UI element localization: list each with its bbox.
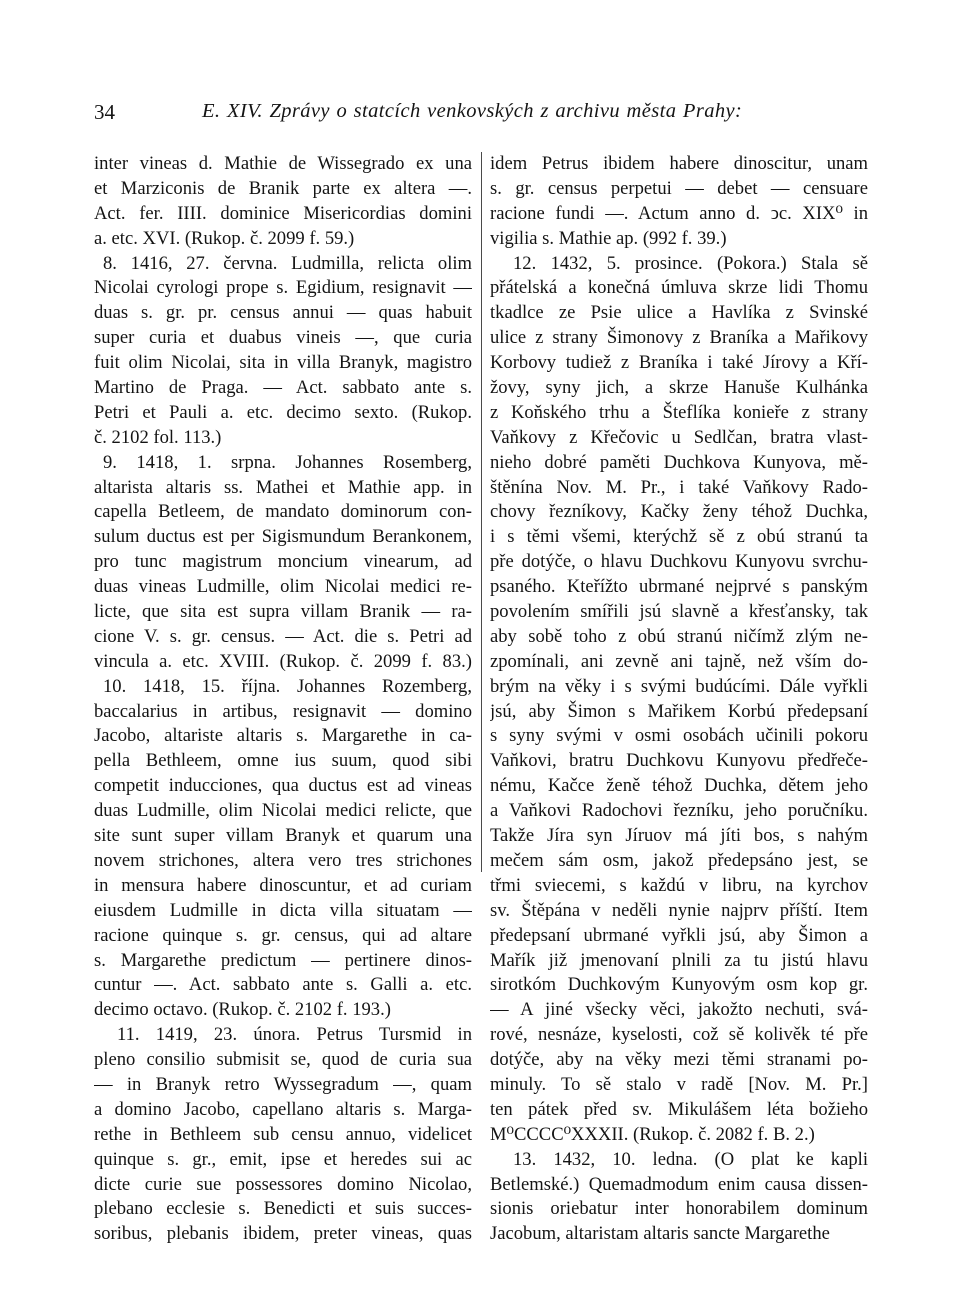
text-line: vigilia s. Mathie ap. (992 f. 39.) [490,227,727,249]
text-line: štěnína Nov. M. Pr., i také Vaňkovy Rado- [490,476,868,498]
text-line: soribus, plebanis ibidem, preter vineas, quas [94,1223,472,1245]
text-line: mečem sám osm, jakož předepsáno jest, se [490,849,868,871]
right-column [490,152,868,1247]
text-line: nieho dobré paměti Duchkova Kunyova, mě- [490,451,868,473]
text-line: pella Bethleem, omne ius suum, quod sibi [94,750,472,772]
text-line: brým na věky i s svými budúcími. Dále vyřkli [490,675,868,697]
text-line: a Vaňkovi Radochovi řezníku, jeho poručníku. [490,800,868,822]
text-line: sionis oriebatur inter honorabilem dominum [490,1198,868,1220]
page-number: 34 [94,100,115,124]
text-line: tkadlce ze Psie ulice a Havlíka z Svinské [490,302,868,324]
text-line: duas vineas Ludmille, olim Nicolai medici re- [94,576,472,598]
text-line: Jacobo, altariste altaris s. Margarethe in ca- [94,725,472,747]
text-line: inter vineas d. Mathie de Wissegrado ex una [94,153,472,174]
text-line: Betlemské.) Quemadmodum enim causa dissen- [490,1173,868,1195]
text-line: Petri et Pauli a. etc. decimo sexto. (Rukop. [94,401,472,423]
text-line: Vaňkovy z Křečovic u Sedlčan, bratra vlast- [490,426,868,448]
text-line: licte, que sita est supra villam Branik — ra- [94,601,472,623]
text-line: i s těmi všemi, kterýchž sě z obú stranú ta [490,526,868,548]
text-line: altarista altaris ss. Mathei et Mathie app. in [94,476,472,498]
text-line: rethe in Bethleem sub censu annuo, videlicet [94,1123,472,1145]
text-line: Nicolai cyrologi prope s. Egidium, resignavit — [94,277,472,299]
column-divider [481,152,482,872]
text-line: racione quinque s. gr. census, qui ad altare [94,924,472,946]
text-line: duas Ludmille, olim Nicolai medici relicte, que [94,800,472,822]
text-line: sirotkóm Duchkovým Kunyovým osm kop gr. [490,974,868,996]
text-line: pro tunc magistrum moncium vinearum, ad [94,551,472,573]
running-title: E. XIV. Zprávy o statcích venkovských z archivu města Prahy: [202,100,743,122]
text-line: třmi sviecemi, s každú v libru, na kyrchov [490,874,868,896]
text-line: s. Margarethe predictum — pertinere dinos- [94,949,472,971]
text-line: decimo octavo. (Rukop. č. 2102 f. 193.) [94,999,391,1021]
text-line: ten pátek před sv. Mikulášem léta božieho [490,1098,868,1120]
text-line: quinque s. gr., emit, ipse et heredes sui ac [94,1148,472,1170]
text-line: jsú, aby Šimon s Mařikem Korbú předepsaní [490,700,868,722]
text-line: cione V. s. gr. census. — Act. die s. Petri ad [94,625,472,647]
text-line: Vaňkovi, bratru Duchkovu Kunyovu předřeče- [490,750,868,772]
text-line: Korbovy tudiež z Braníka i také Jírovy a Kří- [490,352,868,374]
text-line: sulum ductus est per Sigismundum Berankonem, [94,526,472,548]
text-line: 11. 1419, 23. února. Petrus Tursmid in [117,1024,472,1046]
text-line: Takže Jíra syn Jíruov má jíti bos, s nahým [490,825,868,847]
text-line: Martino de Praga. — Act. sabbato ante s. [94,377,472,399]
text-line: a. etc. XVI. (Rukop. č. 2099 f. 59.) [94,227,355,249]
text-line: competit inducciones, qua ductus est ad vineas [94,775,472,797]
text-line: pleno consilio submisit se, quod de curia sua [94,1049,472,1071]
text-line: et Marziconis de Branik parte ex altera —. [94,177,472,199]
text-line: 10. 1418, 15. října. Johannes Rozemberg, [103,675,472,697]
text-line: rové, nesnáze, kyselosti, což sě kolivěk té pře [490,1024,868,1046]
text-line: super curia et duabus vineis —, que curia [94,327,472,349]
text-line: — in Branyk retro Wyssegradum —, quam [94,1073,472,1095]
text-line: novem strichones, altera vero tres strichones [94,849,472,871]
text-line: z Koňského trhu a Šteflíka konieře z strany [490,401,868,423]
text-line: zpomínali, ani zevně ani tajně, než vším do- [490,650,868,672]
text-line: chovy řezníkovy, Kačky ženy téhož Duchka, [490,501,868,523]
text-line: Act. fer. IIII. dominice Misericordias domini [94,202,472,224]
text-line: a domino Jacobo, capellano altaris s. Marga- [94,1098,472,1120]
text-line: in mensura habere dinoscuntur, et ad curiam [94,874,472,896]
text-line: pře dotýče, o hlavu Duchkovu Kunyovu svrchu- [490,551,868,573]
text-line: nému, Kačce ženě téhož Duchka, dětem jeho [490,775,868,797]
text-line: baccalarius in artibus, resignavit — domino [94,700,472,722]
text-line: plebano ecclesie s. Benedicti et suis succes- [94,1198,472,1220]
text-line: eiusdem Ludmille in dicta villa situatam — [94,899,472,921]
text-line: fuit olim Nicolai, sita in villa Branyk, magistro [94,352,472,374]
text-line: ulice z strany Šimonovy z Braníka a Mařikovy [490,327,868,349]
text-line: cuntur —. Act. sabbato ante s. Galli a. etc. [94,974,472,996]
text-line: site sunt super villam Branyk et quarum una [94,825,472,847]
text-line: s. gr. census perpetui — debet — censuare [490,177,868,199]
text-line: 9. 1418, 1. srpna. Johannes Rosemberg, [103,451,472,473]
text-line: duas s. gr. pr. census annui — quas habuit [94,302,472,324]
text-line: minuly. To sě stalo v radě [Nov. M. Pr.] [490,1073,868,1095]
left-column [94,152,472,1247]
text-line: sv. Štěpána v neděli nynie najprv příští. Item [490,899,868,921]
text-line: psaného. Kteřížto ubrmané nejprvé s panským [490,576,868,598]
text-line: aby sobě toho z obú stranú ničímž zlým ne- [490,625,868,647]
text-line: s syny svými v osmi osobách učinili pokoru [490,725,868,747]
text-line: dotýče, aby na věky mezi těmi stranami po- [490,1049,868,1071]
text-line: racione fundi —. Actum anno d. ͻc. XIX⁰ in [490,202,868,224]
text-line: 13. 1432, 10. ledna. (O plat ke kapli [513,1148,868,1170]
text-line: Jacobum, altaristam altaris sancte Margarethe [490,1223,830,1245]
text-line: žovy, syny jich, a skrze Hanuše Kulhánka [490,377,868,399]
text-line: capella Betleem, de mandato dominorum con- [94,501,472,523]
text-line: předepsaní ubrmané vyřkli jsú, aby Šimon a [490,924,868,946]
text-line: povolením smířili jsú slavně a křesťansky, tak [490,601,868,623]
text-line: idem Petrus ibidem habere dinoscitur, unam [490,153,868,174]
text-line: č. 2102 fol. 113.) [94,426,222,448]
text-line: 8. 1416, 27. června. Ludmilla, relicta olim [103,252,472,274]
text-line: Mařík již jmenovaní plnili za tu jistú hlavu [490,949,868,971]
page-header [94,100,874,130]
text-line: dicte curie sue possessores domino Nicolao, [94,1173,472,1195]
text-line: vincula a. etc. XVIII. (Rukop. č. 2099 f. 83.) [94,650,472,672]
text-line: přátelská a konečná úmluva skrze lidi Thomu [490,277,868,299]
text-line: 12. 1432, 5. prosince. (Pokora.) Stala sě [513,252,868,274]
text-line: — A jiné všecky věci, jakožto nechuti, svá- [490,999,868,1021]
text-line: M⁰CCCC⁰XXXII. (Rukop. č. 2082 f. B. 2.) [490,1123,815,1145]
